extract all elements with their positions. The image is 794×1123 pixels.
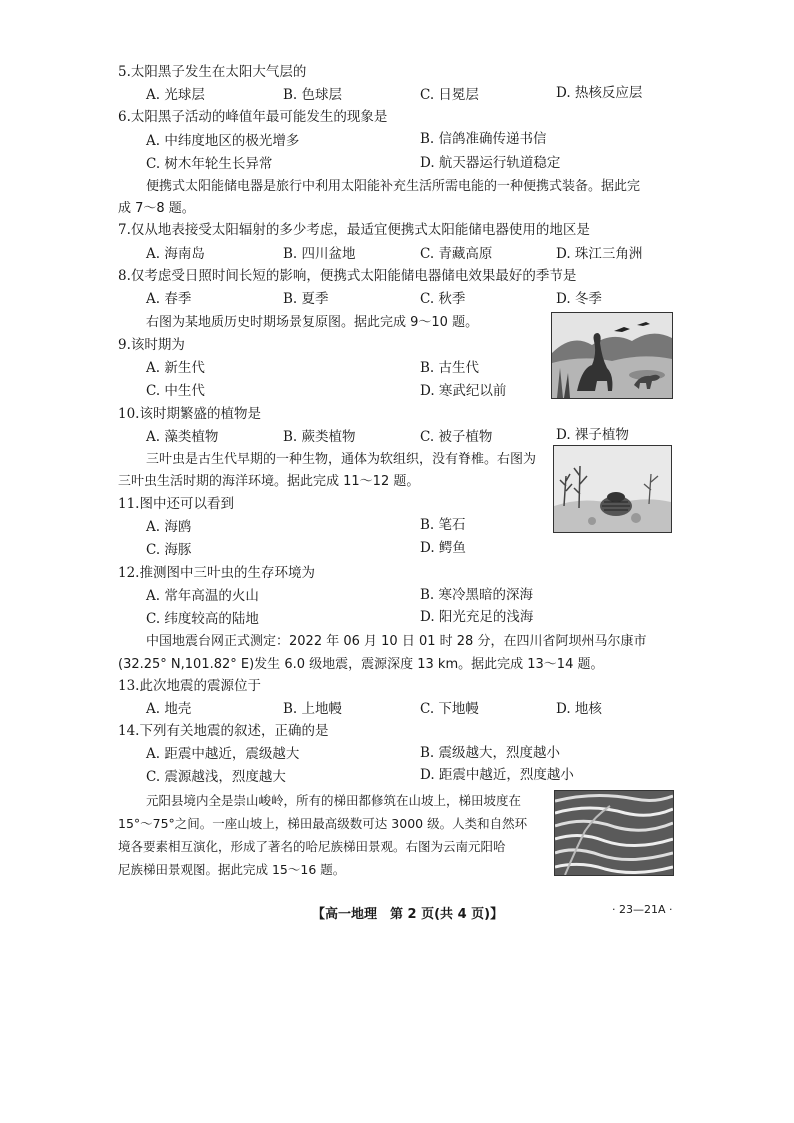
question-10-option-c: C. 被子植物 [420,429,493,445]
question-12-option-a: A. 常年高温的火山 [146,588,259,604]
question-6-option-b: B. 信鸽准确传递书信 [420,131,547,147]
question-7-stem: 7.仅从地表接受太阳辐射的多少考虑，最适宜便携式太阳能储电器使用的地区是 [118,222,590,238]
question-11-option-d: D. 鳄鱼 [420,540,466,556]
question-14-option-d: D. 距震中越近，烈度越小 [420,767,574,783]
intro-11-12-line1: 三叶虫是古生代早期的一种生物，通体为软组织，没有脊椎。右图为 [146,452,537,467]
question-11-option-a: A. 海鸥 [146,519,192,535]
question-10-option-d: D. 裸子植物 [556,427,629,443]
question-10-stem: 10.该时期繁盛的植物是 [118,406,261,422]
question-14-stem: 14.下列有关地震的叙述，正确的是 [118,723,329,739]
page-footer-code: · 23—21A · [612,903,673,916]
question-8-option-a: A. 春季 [146,291,192,307]
question-8-option-d: D. 冬季 [556,291,602,307]
dinosaur-scene-icon [551,312,673,399]
question-13-stem: 13.此次地震的震源位于 [118,678,261,694]
page-footer-subject: 【高一地理 第 2 页(共 4 页)】 [312,907,504,922]
intro-13-14-line2: (32.25° N,101.82° E)发生 6.0 级地震，震源深度 13 km。据此完成 13～14 题。 [118,657,604,672]
question-11-option-c: C. 海豚 [146,542,192,558]
question-12-option-d: D. 阳光充足的浅海 [420,609,534,625]
question-14-option-c: C. 震源越浅，烈度越大 [146,769,286,785]
question-5-stem: 5.太阳黑子发生在太阳大气层的 [118,64,307,80]
question-9-option-a: A. 新生代 [146,360,205,376]
question-6-option-c: C. 树木年轮生长异常 [146,156,273,172]
intro-13-14-line1: 中国地震台网正式测定：2022 年 06 月 10 日 01 时 28 分，在四川省阿坝州马尔康市 [146,634,647,649]
question-12-stem: 12.推测图中三叶虫的生存环境为 [118,565,315,581]
trilobite-ocean-icon [553,445,672,533]
question-9-option-c: C. 中生代 [146,383,205,399]
intro-15-16-line4: 尼族梯田景观图。据此完成 15～16 题。 [118,862,346,877]
question-13-option-b: B. 上地幔 [283,701,343,717]
question-7-option-d: D. 珠江三角洲 [556,246,643,262]
question-12-option-b: B. 寒冷黑暗的深海 [420,587,534,603]
question-13-option-c: C. 下地幔 [420,701,479,717]
question-7-option-a: A. 海南岛 [146,246,205,262]
intro-15-16-line3: 境各要素相互演化，形成了著名的哈尼族梯田景观。右图为云南元阳哈 [118,839,506,854]
question-5-option-a: A. 光球层 [146,87,205,103]
intro-7-8-line2: 成 7～8 题。 [118,201,195,216]
question-6-stem: 6.太阳黑子活动的峰值年最可能发生的现象是 [118,109,388,125]
intro-7-8-line1: 便携式太阳能储电器是旅行中利用太阳能补充生活所需电能的一种便携式装备。据此完 [146,179,641,194]
intro-11-12-line2: 三叶虫生活时期的海洋环境。据此完成 11～12 题。 [118,474,420,489]
question-11-option-b: B. 笔石 [420,517,466,533]
question-13-option-a: A. 地壳 [146,701,192,717]
question-7-option-c: C. 青藏高原 [420,246,493,262]
question-12-option-c: C. 纬度较高的陆地 [146,611,259,627]
question-6-option-d: D. 航天器运行轨道稳定 [420,155,561,171]
question-14-option-b: B. 震级越大，烈度越小 [420,745,561,761]
question-6-option-a: A. 中纬度地区的极光增多 [146,133,300,149]
intro-15-16-line1: 元阳县境内全是崇山峻岭，所有的梯田都修筑在山坡上，梯田坡度在 [146,793,522,808]
question-5-option-c: C. 日冕层 [420,87,479,103]
question-11-stem: 11.图中还可以看到 [118,496,234,512]
intro-15-16-line2: 15°～75°之间。一座山坡上，梯田最高级数可达 3000 级。人类和自然环 [118,816,528,831]
question-9-option-b: B. 古生代 [420,360,480,376]
question-14-option-a: A. 距震中越近，震级越大 [146,746,300,762]
intro-9-10: 右图为某地质历史时期场景复原图。据此完成 9～10 题。 [146,315,479,330]
rice-terraces-icon [554,790,674,876]
question-9-option-d: D. 寒武纪以前 [420,383,507,399]
question-9-stem: 9.该时期为 [118,337,185,353]
question-8-option-b: B. 夏季 [283,291,329,307]
question-10-option-b: B. 蕨类植物 [283,429,356,445]
question-5-option-d: D. 热核反应层 [556,85,643,101]
question-13-option-d: D. 地核 [556,701,602,717]
question-10-option-a: A. 藻类植物 [146,429,219,445]
question-5-option-b: B. 色球层 [283,87,343,103]
question-8-stem: 8.仅考虑受日照时间长短的影响，便携式太阳能储电器储电效果最好的季节是 [118,268,577,284]
question-8-option-c: C. 秋季 [420,291,466,307]
question-7-option-b: B. 四川盆地 [283,246,356,262]
